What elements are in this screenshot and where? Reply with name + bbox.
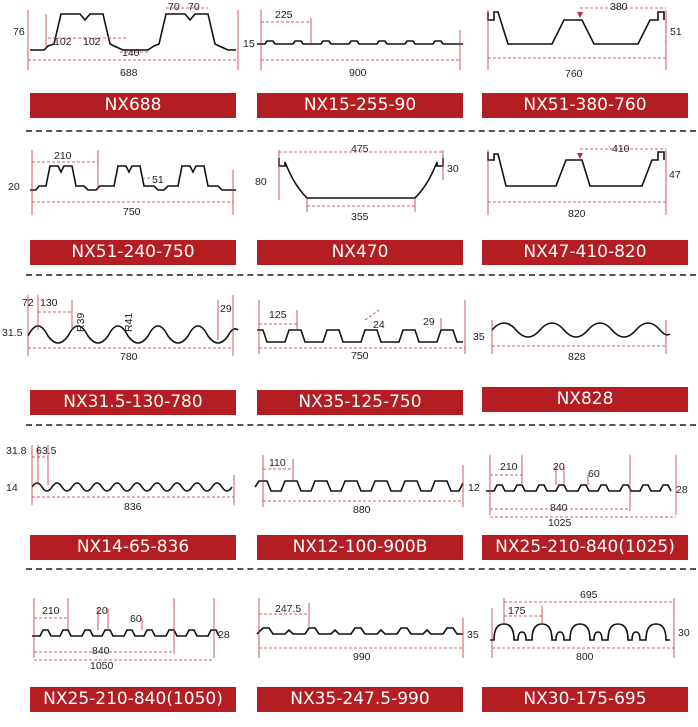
profile-label: NX12-100-900B: [257, 535, 463, 560]
panel-nx688: [13, 0, 238, 120]
dim-text: 30: [447, 163, 459, 175]
dim-text: 900: [349, 67, 367, 79]
dim-text: 836: [124, 501, 142, 513]
panel-nx14-65-836: [6, 435, 238, 557]
dim-text: 102: [83, 36, 101, 48]
dim-text: 51: [670, 26, 682, 38]
dim-text: 695: [580, 589, 598, 601]
dim-text: 80: [255, 176, 267, 188]
dim-text: 210: [42, 605, 60, 617]
dim-text: 28: [676, 484, 688, 496]
profile-label: NX25-210-840(1050): [30, 687, 236, 712]
dim-text: 63.5: [36, 445, 57, 457]
dim-text: 20: [96, 605, 108, 617]
dim-text: 35: [467, 629, 479, 641]
row-separator-4: [26, 568, 696, 570]
dim-text: 102: [54, 36, 72, 48]
dim-text: 990: [353, 651, 371, 663]
dim-text: 29: [423, 316, 435, 328]
dim-text: 24: [373, 319, 385, 331]
profile-label: NX15-255-90: [257, 93, 463, 118]
dim-text: 800: [576, 651, 594, 663]
dim-text: 30: [678, 627, 690, 639]
dim-text: 140: [122, 47, 140, 59]
panel-nx31-5-130-780: [2, 290, 238, 412]
panel-nx828: [480, 290, 690, 410]
dim-text: 76: [13, 26, 25, 38]
profile-label: NX31.5-130-780: [30, 390, 236, 415]
dim-text: 125: [269, 309, 287, 321]
profile-label: NX688: [30, 93, 236, 118]
panel-nx51-380-760: [480, 0, 690, 120]
profile-label: NX51-240-750: [30, 240, 236, 265]
dim-text: 1025: [548, 517, 572, 529]
dim-text: 28: [218, 629, 230, 641]
dim-text: 210: [500, 461, 518, 473]
panel-nx12-100-900b: [255, 435, 480, 557]
dim-text: 31.8: [6, 445, 27, 457]
dim-text: 688: [120, 67, 138, 79]
dim-text: 20: [553, 461, 565, 473]
dim-text: 20: [8, 181, 20, 193]
panel-nx51-240-750: [8, 140, 238, 262]
dim-text: R41: [123, 312, 135, 332]
panel-nx30-175-695: [480, 578, 690, 709]
dim-text: 60: [588, 468, 600, 480]
dim-text: 70: [188, 1, 200, 13]
profile-drawing-nx30-175-695: [480, 578, 690, 698]
dim-text: 355: [351, 211, 369, 223]
row-separator-2: [26, 274, 696, 276]
dim-text: 760: [565, 68, 583, 80]
dim-text: 14: [6, 482, 18, 494]
dim-text: 880: [353, 504, 371, 516]
dim-text: 247.5: [275, 603, 302, 615]
profile-label: NX25-210-840(1025): [482, 535, 688, 560]
dim-text: 175: [508, 605, 526, 617]
dim-text: 820: [568, 208, 586, 220]
panel-nx470: [255, 140, 465, 260]
dim-text: 840: [550, 502, 568, 514]
dim-text: 31.5: [2, 327, 23, 339]
panel-nx35-247-5-990: [255, 578, 479, 709]
profile-label: NX14-65-836: [30, 535, 236, 560]
dim-text: 750: [123, 206, 141, 218]
profile-label: NX828: [482, 387, 688, 412]
dim-text: 1050: [90, 660, 114, 672]
profile-drawing-nx35-247-5-990: [255, 578, 479, 698]
profile-label: NX470: [257, 240, 463, 265]
dim-text: 15: [243, 38, 255, 50]
dim-text: 410: [612, 143, 630, 155]
dim-text: 210: [54, 150, 72, 162]
profile-label: NX30-175-695: [482, 687, 688, 712]
dim-text: 35: [473, 331, 485, 343]
dim-text: 70: [168, 1, 180, 13]
dim-text: 130: [40, 297, 58, 309]
panel-nx35-125-750: [255, 290, 485, 412]
profile-label: NX47-410-820: [482, 240, 688, 265]
dim-text: 72: [22, 297, 34, 309]
dim-text: 60: [130, 613, 142, 625]
dim-text: 225: [275, 9, 293, 21]
dim-text: 780: [120, 351, 138, 363]
profile-label: NX51-380-760: [482, 93, 688, 118]
profile-drawing-nx25-210-840-1050: [28, 578, 238, 698]
dim-text: 840: [92, 645, 110, 657]
dim-text: 47: [669, 169, 681, 181]
dim-text: 110: [269, 457, 286, 469]
dim-text: 828: [568, 351, 586, 363]
dim-text: 750: [351, 350, 369, 362]
panel-nx47-410-820: [480, 140, 690, 260]
dim-text: 29: [220, 303, 232, 315]
dim-text: 475: [351, 143, 369, 155]
panel-nx25-210-840-1050: [28, 578, 238, 709]
dim-text: 12: [468, 482, 480, 494]
row-separator-1: [26, 130, 696, 132]
dim-text: R39: [75, 312, 87, 332]
panel-nx25-210-840-1025: [480, 435, 690, 555]
profile-label: NX35-125-750: [257, 390, 463, 415]
dim-text: 51: [152, 174, 164, 186]
dim-text: 380: [610, 1, 628, 13]
panel-nx15-255-90: [243, 0, 465, 120]
row-separator-3: [26, 424, 696, 426]
profile-label: NX35-247.5-990: [257, 687, 463, 712]
